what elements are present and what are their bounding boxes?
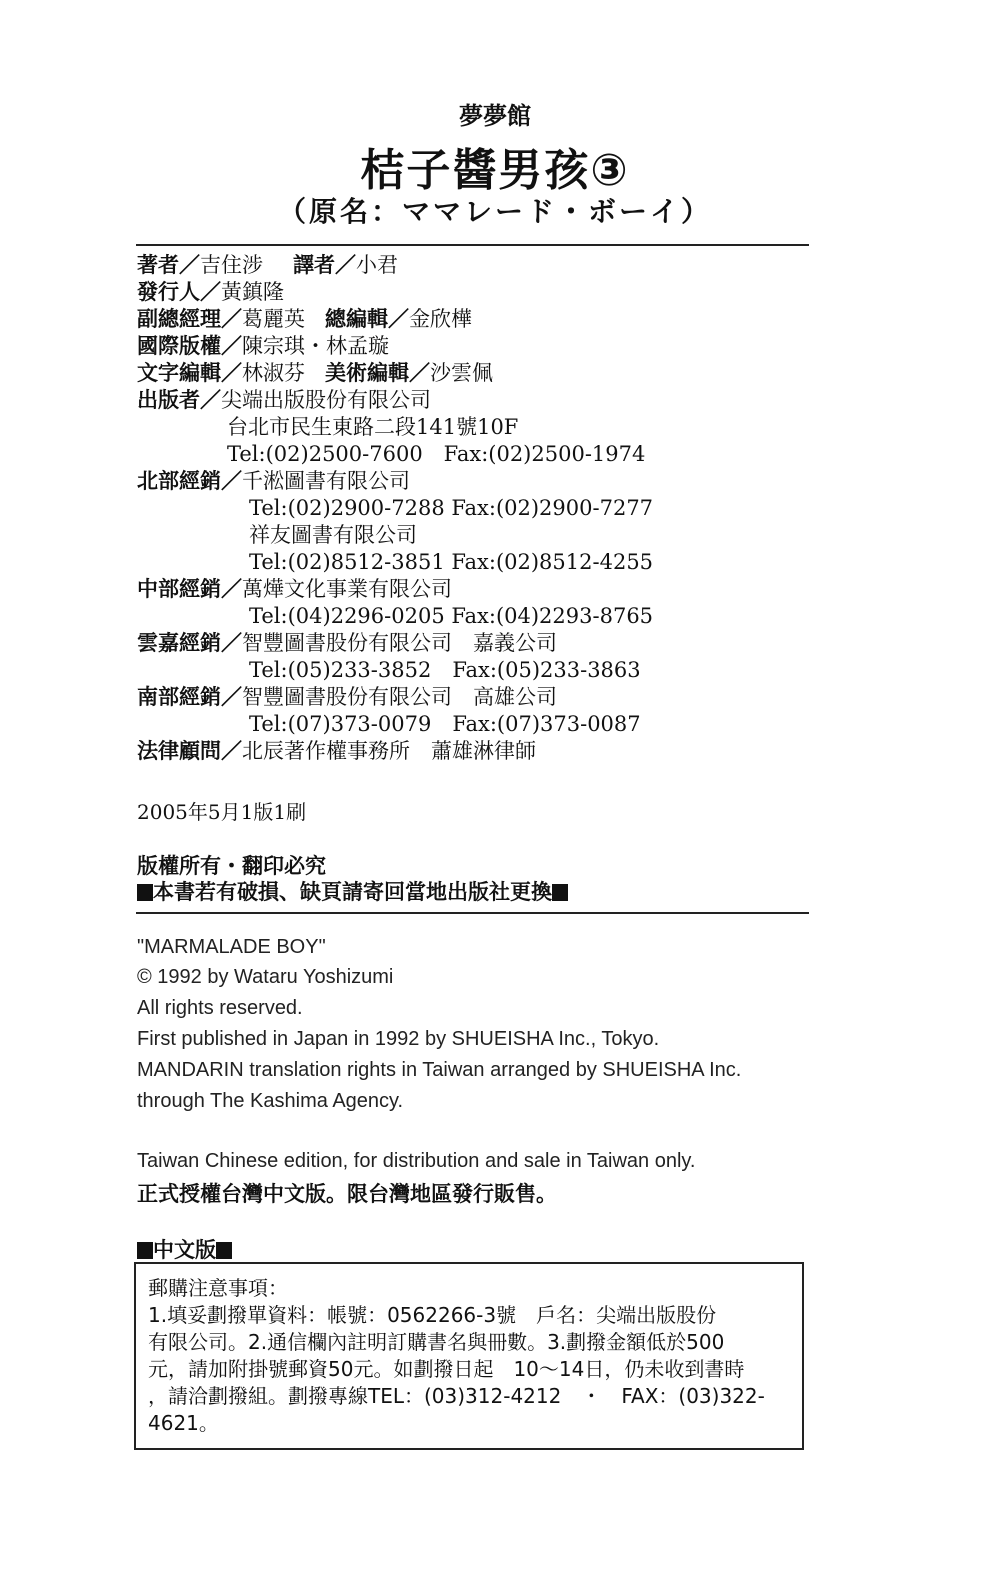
north-2-contact: Tel:(02)8512-3851 Fax:(02)8512-4255 <box>249 550 654 574</box>
publisher-address: 台北市民生東路二段141號10F <box>227 415 519 439</box>
english-reserved: All rights reserved. <box>137 997 303 1019</box>
translator: 小君 <box>356 253 398 277</box>
english-agency: through The Kashima Agency. <box>137 1090 404 1112</box>
credit-line-central: 中部經銷／萬燁文化事業有限公司 <box>137 577 452 601</box>
black-square-icon <box>137 884 153 901</box>
yunjia-contact: Tel:(05)233-3852 Fax:(05)233-3863 <box>249 658 641 682</box>
mail-order-line: 4621。 <box>148 1411 219 1435</box>
credit-line-publisher-person: 發行人／黃鎮隆 <box>137 280 284 304</box>
credit-line-intl-rights: 國際版權／陳宗琪・林孟璇 <box>137 334 389 358</box>
middle-divider <box>136 912 809 914</box>
english-taiwan-edition: Taiwan Chinese edition, for distribution and sale in Taiwan only. <box>137 1150 696 1172</box>
south-contact: Tel:(07)373-0079 Fax:(07)373-0087 <box>249 712 641 736</box>
english-title: "MARMALADE BOY" <box>137 936 326 958</box>
mail-order-line: 有限公司。2.通信欄內註明訂購書名與冊數。3.劃撥金額低於500 <box>148 1330 725 1354</box>
english-copyright: © 1992 by Wataru Yoshizumi <box>137 966 394 988</box>
north-1-contact: Tel:(02)2900-7288 Fax:(02)2900-7277 <box>249 496 654 520</box>
central-contact: Tel:(04)2296-0205 Fax:(04)2293-8765 <box>249 604 654 628</box>
mail-order-line: ，請洽劃撥組。劃撥專線TEL：(03)312-4212 ・ FAX：(03)322- <box>148 1384 765 1408</box>
edition-date: 2005年5月1版1刷 <box>137 800 307 824</box>
black-square-icon <box>216 1242 232 1259</box>
english-first-published: First published in Japan in 1992 by SHUEISHA Inc., Tokyo. <box>137 1028 660 1050</box>
credit-line-managers: 副總經理／葛麗英 總編輯／金欣樺 <box>137 307 472 331</box>
credit-line-legal: 法律顧問／北辰著作權事務所 蕭雄淋律師 <box>137 739 536 763</box>
top-divider <box>136 244 809 246</box>
mail-order-heading: 郵購注意事項： <box>148 1276 288 1300</box>
defect-notice: 本書若有破損、缺頁請寄回當地出版社更換 <box>137 876 568 906</box>
imprint-name: 夢夢館 <box>459 102 531 130</box>
north-2-name: 祥友圖書有限公司 <box>249 523 417 547</box>
credit-line-south: 南部經銷／智豐圖書股份有限公司 高雄公司 <box>137 685 557 709</box>
author: 吉住涉 <box>200 253 263 277</box>
credit-line-editors: 文字編輯／林淑芬 美術編輯／沙雲佩 <box>137 361 493 385</box>
credit-line-publisher: 出版者／尖端出版股份有限公司 <box>137 388 431 412</box>
rights-notice: 版權所有・翻印必究 <box>137 854 326 878</box>
mail-order-line: 1.填妥劃撥單資料：帳號：0562266-3號 戶名：尖端出版股份 <box>148 1303 717 1327</box>
edition-tag: 中文版 <box>137 1234 232 1264</box>
credit-line-yunjia: 雲嘉經銷／智豐圖書股份有限公司 嘉義公司 <box>137 631 557 655</box>
original-title: （原名：ママレード・ボーイ） <box>277 195 712 228</box>
credit-line-author: 著者／吉住涉 譯者／小君 <box>137 253 398 277</box>
book-title: 桔子醬男孩③ <box>360 145 630 196</box>
english-mandarin-rights: MANDARIN translation rights in Taiwan arranged by SHUEISHA Inc. <box>137 1059 742 1081</box>
mail-order-box <box>134 1262 804 1450</box>
publisher-contact: Tel:(02)2500-7600 Fax:(02)2500-1974 <box>227 442 646 466</box>
black-square-icon <box>137 1242 153 1259</box>
black-square-icon <box>552 884 568 901</box>
authorized-notice: 正式授權台灣中文版。限台灣地區發行販售。 <box>137 1182 557 1206</box>
mail-order-line: 元，請加附掛號郵資50元。如劃撥日起 10～14日，仍未收到書時 <box>148 1357 745 1381</box>
credit-line-north: 北部經銷／千淞圖書有限公司 <box>137 469 410 493</box>
